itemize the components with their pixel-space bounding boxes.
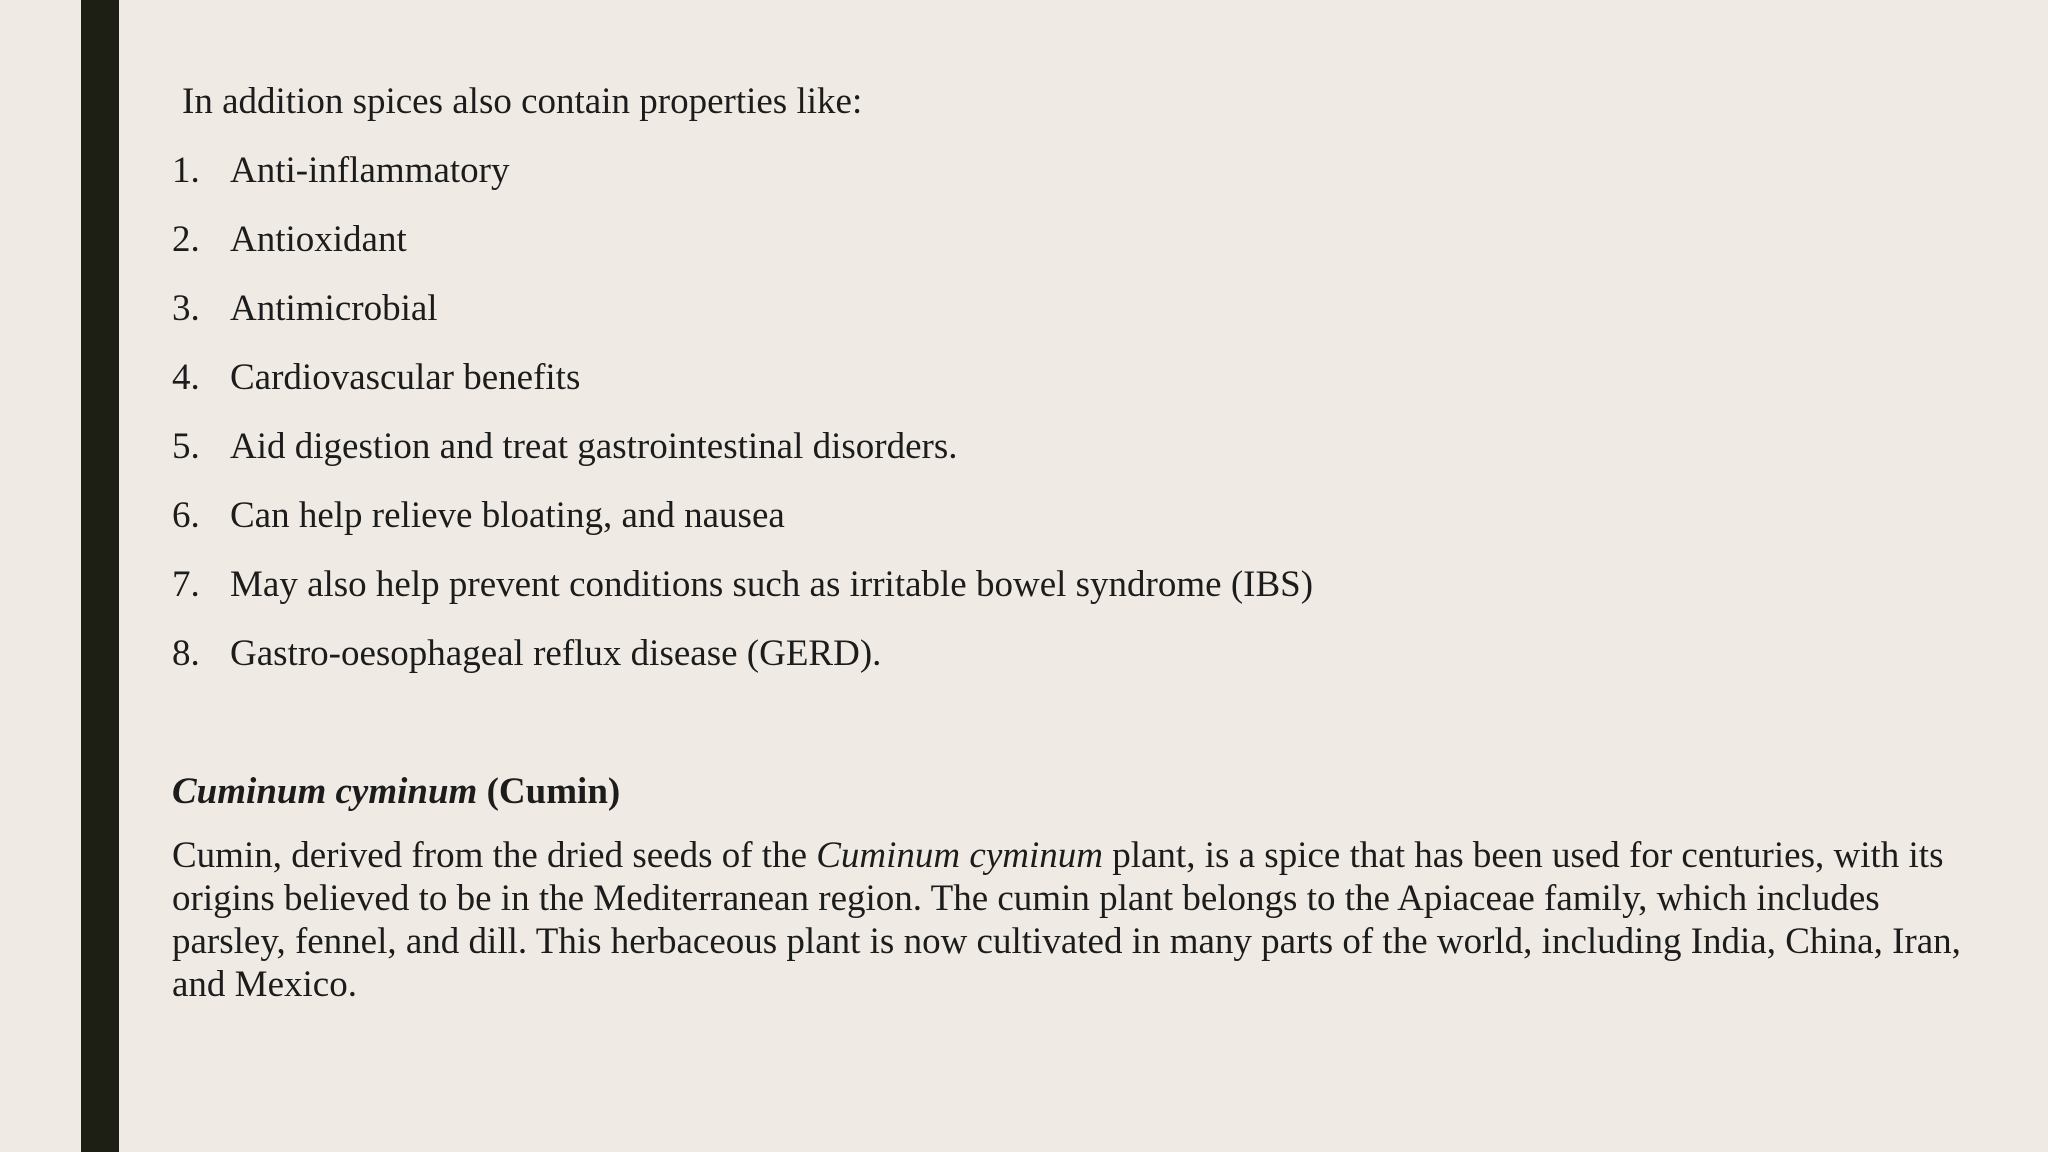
- description-scientific-name: Cuminum cyminum: [816, 835, 1103, 876]
- list-item-text: Can help relieve bloating, and nausea: [230, 495, 785, 536]
- list-item-number: 1.: [172, 150, 200, 191]
- list-item: [172, 630, 1992, 678]
- description-part-1: Cumin, derived from the dried seeds of the: [172, 835, 817, 876]
- properties-list: [172, 147, 1992, 678]
- intro-text: In addition spices also contain properties like:: [182, 81, 863, 122]
- list-item-text: Cardiovascular benefits: [230, 357, 581, 398]
- list-item-text: Antioxidant: [230, 219, 407, 260]
- list-item-number: 6.: [172, 495, 200, 536]
- list-item-text: Antimicrobial: [230, 288, 438, 329]
- heading-common-name: (Cumin): [477, 771, 621, 812]
- heading-scientific-name: Cuminum cyminum: [172, 771, 478, 812]
- list-item: [172, 492, 1992, 540]
- slide-content: [172, 78, 1992, 1006]
- section-heading: [172, 768, 1992, 816]
- list-item-text: Anti-inflammatory: [230, 150, 510, 191]
- list-item: [172, 285, 1992, 333]
- list-item-number: 2.: [172, 219, 200, 260]
- list-item-number: 5.: [172, 426, 200, 467]
- cumin-description: [172, 834, 1987, 1006]
- list-item-text: May also help prevent conditions such as irritable bowel syndrome (IBS): [230, 564, 1314, 605]
- list-item-number: 3.: [172, 288, 200, 329]
- list-item-text: Gastro-oesophageal reflux disease (GERD).: [230, 633, 882, 674]
- list-item-number: 8.: [172, 633, 200, 674]
- list-item-number: 7.: [172, 564, 200, 605]
- list-item: [172, 354, 1992, 402]
- accent-bar: [81, 0, 119, 1152]
- list-item-text: Aid digestion and treat gastrointestinal disorders.: [230, 426, 958, 467]
- list-item: [172, 147, 1992, 195]
- list-item: [172, 216, 1992, 264]
- list-item-number: 4.: [172, 357, 200, 398]
- description-part-2: plant, is a spice that has been used for centuries, with its origins believed to be in the Mediterranean region. The cumin plant belongs to the Apiaceae family, which includes parsley, fennel, and dill. This herbaceous plant is now cultivated in many parts of the world, including India, China, Iran, and Mexico.: [172, 835, 1961, 1005]
- list-item: [172, 423, 1992, 471]
- list-item: [172, 561, 1992, 609]
